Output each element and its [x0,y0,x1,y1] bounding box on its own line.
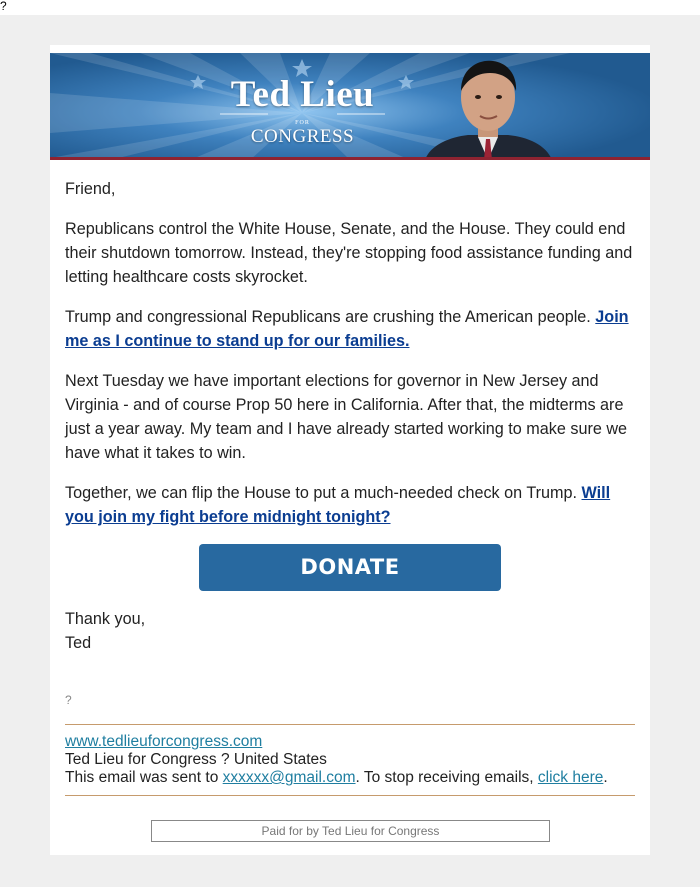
website-link[interactable]: www.tedlieuforcongress.com [65,733,263,750]
paragraph-2-text: Trump and congressional Republicans are crushing the American people. [65,308,596,326]
top-bar [0,0,700,15]
end-period: . [603,769,608,786]
banner-title: Ted Lieu [230,74,375,115]
paragraph-1: Republicans control the White House, Senate, and the House. They could end their shutdown tomorrow. Instead, they're stopping food assistance funding and letting healthcare costs skyrocket. [65,220,633,286]
closing [65,607,635,655]
footer-qmark: ? [65,693,72,707]
banner-for: FOR [295,120,310,126]
header-banner [50,53,650,160]
sent-line [65,769,635,787]
email-link[interactable]: xxxxxx@gmail.com [222,769,356,786]
footer [65,733,635,787]
greeting: Friend, [65,180,116,198]
sent-prefix: This email was sent to [65,769,223,786]
paragraph-3: Next Tuesday we have important elections for governor in New Jersey and Virginia - and of course Prop 50 here in California. After that, the midterms are just a year away. My team and I have already started working to make sure we have what it takes to win. [65,372,628,462]
join-fight-link[interactable]: Will you join my fight before midnight tonight? [65,484,611,526]
email-body [65,177,635,545]
org-line: Ted Lieu for Congress ? United States [65,751,327,768]
banner-subtitle: CONGRESS [250,126,355,147]
join-me-link[interactable]: Join me as I continue to stand up for our families. [65,308,629,350]
paragraph-4-text: Together, we can flip the House to put a much-needed check on Trump. [65,484,582,502]
donate-button[interactable]: DONATE [199,544,501,591]
footer-divider-bottom [65,795,635,796]
paid-for-disclaimer: Paid for by Ted Lieu for Congress [151,820,550,842]
paragraph-2 [65,305,635,353]
top-glyph: ? [0,0,7,13]
unsubscribe-link[interactable]: click here [537,769,604,786]
paragraph-4 [65,481,635,529]
banner-stripe [50,157,650,160]
signature: Ted [65,634,92,652]
email-card [50,45,650,855]
stop-text: . To stop receiving emails, [355,769,538,786]
signoff: Thank you, [65,610,146,628]
footer-divider-top [65,724,635,725]
